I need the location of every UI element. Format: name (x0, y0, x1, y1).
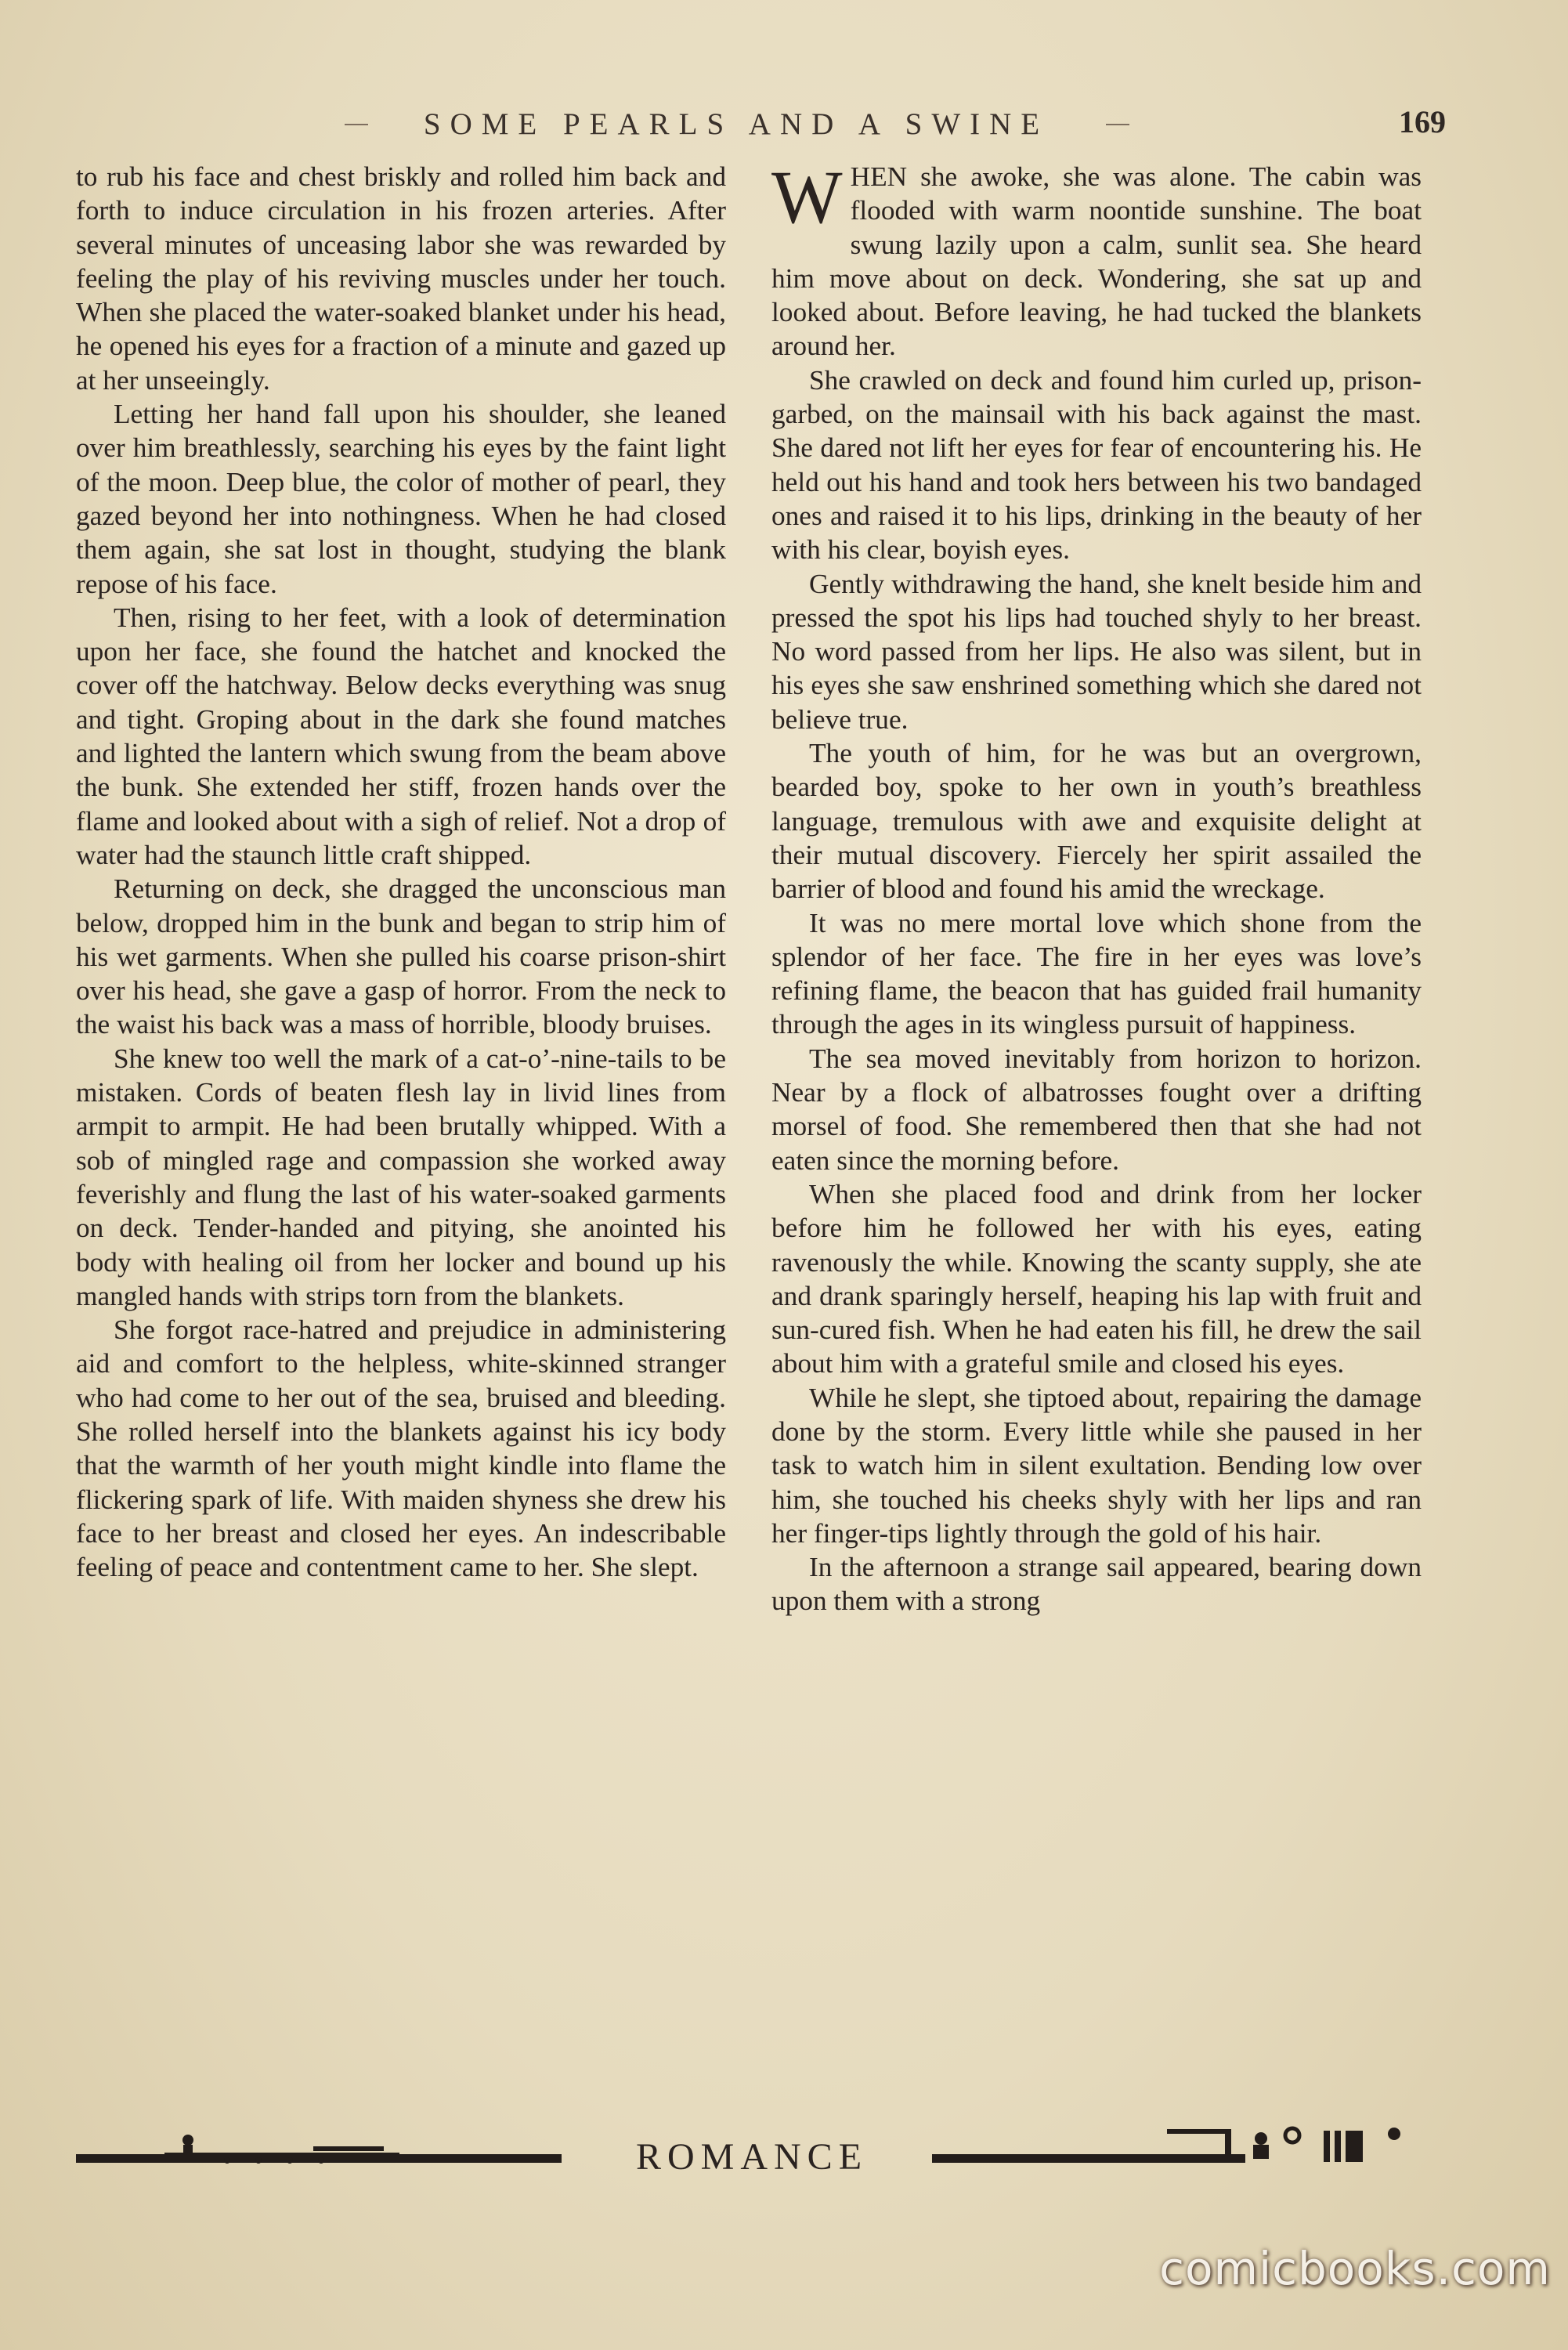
paragraph: Gently withdrawing the hand, she knelt beside him and pressed the spot his lips had touched shyly to her breast. No word passed from her lips. He also was silent, but in his eyes she saw enshrined something which she dared not believe true. (771, 568, 1422, 735)
figures-ornament-icon (1143, 2115, 1441, 2178)
paragraph: She forgot race-hatred and prejudice in administering aid and comfort to the helpless, white-skinned stranger who had come to her out of the sea, bruised and bleeding. She rolled herself into the blankets against his icy body that the warmth of her youth might kindle into flame the flickering spark of life. With maiden shyness she drew his face to her breast and closed her eyes. An indescribable feeling of peace and contentment came to her. She slept. (76, 1314, 726, 1583)
running-title: SOME PEARLS AND A SWINE (423, 107, 1050, 141)
watermark: comicbooks.com (1159, 2242, 1551, 2295)
paragraph: While he slept, she tiptoed about, repairing the damage done by the storm. Every little while she paused in her task to watch him in silent exultation. Bending low over him, she touched his cheeks shyly with her lips and ran her finger-tips lightly through the gold of his hair. (771, 1382, 1422, 1549)
magazine-title: ROMANCE (635, 2136, 869, 2178)
right-column (771, 155, 1422, 1618)
paragraph: It was no mere mortal love which shone from the splendor of her face. The fire in her eyes was love’s refining flame, the beacon that has guided frail humanity through the ages in its wingless pursuit of happiness. (771, 907, 1422, 1040)
paragraph: In the afternoon a strange sail appeared, bearing down upon them with a strong (771, 1552, 1422, 1617)
paragraph: Returning on deck, she dragged the unconscious man below, dropped him in the bunk and began to strip him of his wet garments. When she pulled his coarse prison-shirt over his head, she gave a gasp of horror. From the neck to the waist his back was a mass of horrible, bloody bruises. (76, 873, 726, 1040)
opening-paragraph-text: HEN she awoke, she was alone. The cabin was flooded with warm noontide sunshine. The boat swung lazily upon a calm, sunlit sea. She heard him move about on deck. Wondering, she sat up and looked about. Before leaving, he had tucked the blankets around her. (771, 161, 1422, 362)
page-number: 169 (1399, 104, 1446, 139)
paragraph: She crawled on deck and found him curled up, prison-garbed, on the mainsail with his back against the mast. She dared not lift her eyes for fear of encountering his. He held out his hand and took hers between his two bandaged ones and raised it to his lips, drinking in the beauty of her with his clear, boyish eyes. (771, 364, 1422, 566)
paragraph: Then, rising to her feet, with a look of determination upon her face, she found the hatchet and knocked the cover off the hatchway. Below decks everything was snug and tight. Groping about in the dark she found matches and lighted the lantern which swung from the beam above the bunk. She extended her stiff, frozen hands over the flame and looked about with a sigh of relief. Not a drop of water had the staunch little craft shipped. (76, 602, 726, 870)
paragraph: to rub his face and chest briskly and rolled him back and forth to induce circulation in his frozen arteries. After several minutes of unceasing labor she was rewarded by feeling the play of his reviving muscles under her touch. When she placed the water-soaked blanket under his head, he opened his eyes for a fraction of a minute and gazed up at her unseeingly. (76, 161, 726, 396)
paragraph: The sea moved inevitably from horizon to horizon. Near by a flock of albatrosses fought over a drifting morsel of food. She remembered then that she had not eaten since the morning before. (771, 1043, 1422, 1176)
paragraph: When she placed food and drink from her locker before him he followed her with his eyes, eating ravenously the while. Knowing the scanty supply, she ate and drank sparingly herself, heaping his lap with fruit and sun-cured fish. When he had eaten his fill, he drew the sail about him with a grateful smile and closed his eyes. (771, 1178, 1422, 1379)
left-column (76, 160, 726, 1584)
header-dash-right (1106, 124, 1129, 125)
paragraph: The youth of him, for he was but an overgrown, bearded boy, spoke to her own in youth’s breathless language, tremulous with awe and exquisite delight at their mutual discovery. Fiercely her spirit assailed the barrier of blood and found his amid the wreckage. (771, 738, 1422, 905)
paragraph: She knew too well the mark of a cat-o’-nine-tails to be mistaken. Cords of beaten flesh lay in livid lines from armpit to armpit. He had been brutally whipped. With a sob of mingled rage and compassion she worked away feverishly and flung the last of his water-soaked garments on deck. Tender-handed and pitying, she anointed his body with healing oil from her locker and bound up his mangled hands with strips torn from the blankets. (76, 1043, 726, 1311)
boat-figure-ornament-icon (157, 2124, 415, 2171)
drop-cap: W (771, 155, 843, 239)
opening-paragraph (771, 155, 1422, 363)
paragraph: Letting her hand fall upon his shoulder, she leaned over him breathlessly, searching his eyes by the faint light of the moon. Deep blue, the color of mother of pearl, they gazed beyond her into nothingness. When he had closed them again, she sat lost in thought, studying the blank repose of his face. (76, 399, 726, 599)
